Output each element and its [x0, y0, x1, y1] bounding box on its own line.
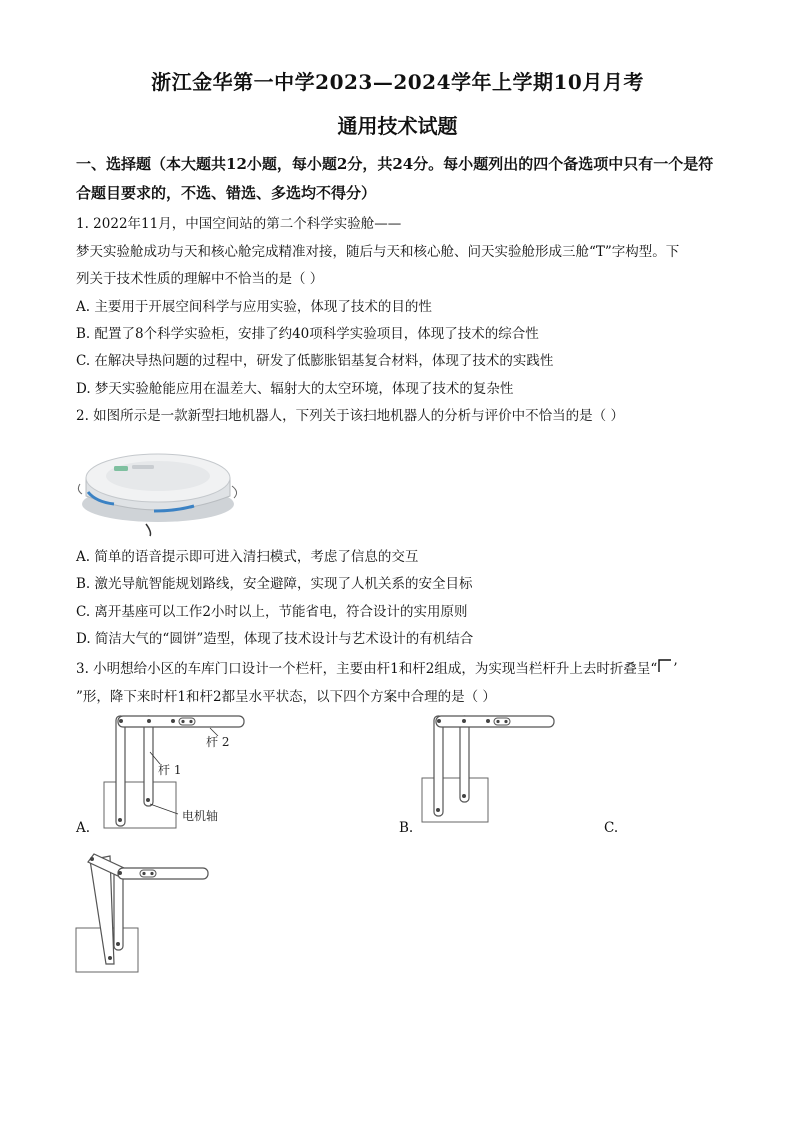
- q2-stem: 2. 如图所示是一款新型扫地机器人，下列关于该扫地机器人的分析与评价中不恰当的是（ ）: [76, 408, 624, 424]
- exam-title: 浙江金华第一中学2023—2024学年上学期10月月考: [151, 70, 644, 94]
- fold-shape-icon: [657, 657, 673, 673]
- q3-figure-d: [74, 850, 214, 976]
- q3-figure-b: [420, 712, 560, 824]
- q1-option-b: B. 配置了8个科学实验柜，安排了约40项科学实验项目，体现了技术的综合性: [76, 326, 539, 342]
- q2-option-c: C. 离开基座可以工作2小时以上，节能省电，符合设计的实用原则: [76, 604, 468, 620]
- q3-option-b-label: B.: [399, 820, 414, 836]
- q3-option-c-label: C.: [604, 820, 619, 836]
- q3-stem-line1-end: ’: [673, 661, 678, 677]
- q1-stem-line3: 列关于技术性质的理解中不恰当的是（ ）: [76, 271, 324, 287]
- section-heading: 一、选择题（本大题共12小题，每小题2分，共24分。每小题列出的四个备选项中只有一个是符合题目要求的，不选、错选、多选均不得分）: [76, 155, 714, 202]
- q1-stem-line2: 梦天实验舱成功与天和核心舱完成精准对接，随后与天和核心舱、问天实验舱形成三舱“T”字构型。下: [76, 244, 680, 260]
- q2-option-b: B. 激光导航智能规划路线，安全避障，实现了人机关系的安全目标: [76, 576, 473, 592]
- q2-option-a: A. 简单的语音提示即可进入清扫模式，考虑了信息的交互: [76, 549, 419, 565]
- q3-figure-a: [100, 712, 280, 832]
- q3-stem-line1-text: 3. 小明想给小区的车库门口设计一个栏杆，主要由杆1和杆2组成，为实现当栏杆升上去时折叠呈“: [76, 661, 658, 677]
- q3-stem-line2: ”形，降下来时杆1和杆2都呈水平状态，以下四个方案中合理的是（ ）: [76, 689, 496, 705]
- label-motor-shaft: 电机轴: [182, 809, 219, 823]
- label-rod2: 杆 2: [206, 735, 230, 749]
- exam-subtitle: 通用技术试题: [337, 114, 458, 138]
- q1-option-a: A. 主要用于开展空间科学与应用实验，体现了技术的目的性: [76, 299, 432, 315]
- q3-option-a-label: A.: [76, 820, 91, 836]
- label-rod1: 杆 1: [158, 763, 182, 777]
- q1-stem-line1: 1. 2022年11月，中国空间站的第二个科学实验舱——: [76, 216, 402, 232]
- q2-option-d: D. 简洁大气的“圆饼”造型，体现了技术设计与艺术设计的有机结合: [76, 631, 474, 647]
- robot-vacuum-image: [76, 432, 246, 536]
- q3-stem-line1: [76, 657, 678, 677]
- q1-option-c: C. 在解决导热问题的过程中，研发了低膨胀铝基复合材料，体现了技术的实践性: [76, 353, 554, 369]
- q1-option-d: D. 梦天实验舱能应用在温差大、辐射大的太空环境，体现了技术的复杂性: [76, 381, 514, 397]
